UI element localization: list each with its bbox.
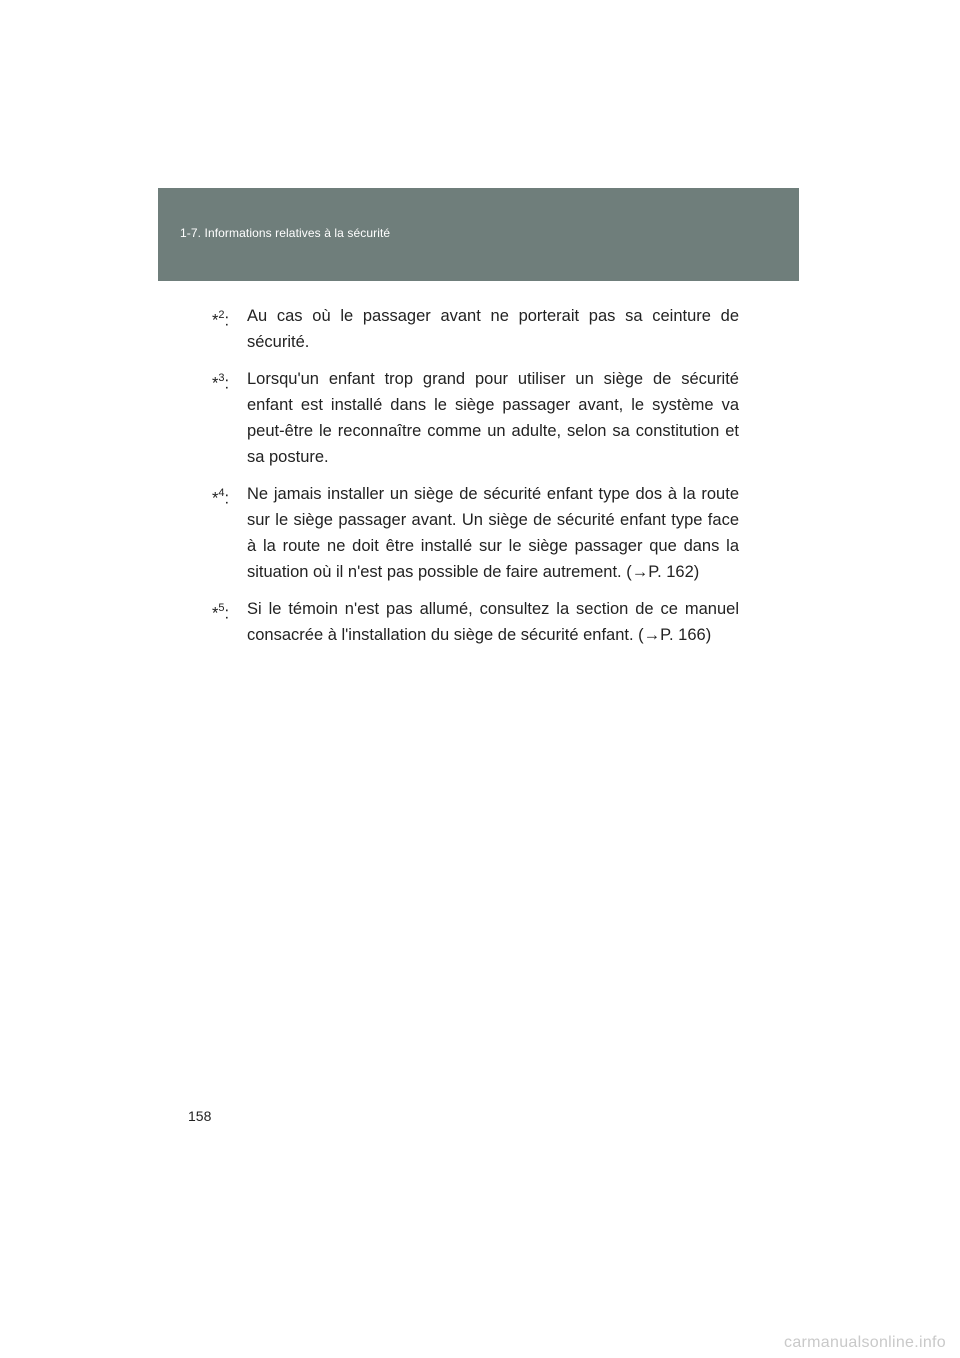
footnote-5: [212, 596, 739, 648]
footnote-text: Si le témoin n'est pas allumé, consultez la section de ce manuel consacrée à l'installation du siège de sécurité enfant. (→P. 166): [247, 600, 739, 644]
footnote-number: 3: [218, 372, 225, 384]
footnote-marker: [212, 596, 229, 627]
section-header-band: [158, 188, 799, 281]
colon: :: [224, 604, 230, 623]
footnote-marker: [212, 481, 229, 512]
footnotes-list: [212, 303, 739, 659]
footnote-3: [212, 366, 739, 470]
colon: :: [224, 489, 230, 508]
footnote-text: Lorsqu'un enfant trop grand pour utiliser un siège de sécurité enfant est installé dans le siège passager avant, le système va peut-être le reconnaître comme un adulte, selon sa constitution et sa posture.: [247, 370, 739, 466]
footnote-number: 2: [218, 309, 225, 321]
footnote-marker: [212, 303, 229, 334]
colon: :: [224, 374, 230, 393]
footnote-number: 5: [218, 602, 225, 614]
section-title: 1-7. Informations relatives à la sécurité: [180, 226, 391, 240]
footnote-4: [212, 481, 739, 585]
footnote-marker: [212, 366, 229, 397]
watermark: carmanualsonline.info: [784, 1334, 946, 1351]
page-number: 158: [188, 1108, 212, 1124]
asterisk: *: [212, 489, 219, 508]
asterisk: *: [212, 604, 219, 623]
footnote-text: Au cas où le passager avant ne porterait pas sa ceinture de sécurité.: [247, 307, 739, 351]
asterisk: *: [212, 311, 219, 330]
footnote-text: Ne jamais installer un siège de sécurité enfant type dos à la route sur le siège passager avant. Un siège de sécurité enfant type face à la route ne doit être installé sur le siège passager que dans la situation où il n'est pas possible de faire autrement. (→P. 162): [247, 485, 739, 581]
colon: :: [224, 311, 230, 330]
asterisk: *: [212, 374, 219, 393]
footnote-2: [212, 303, 739, 355]
footnote-number: 4: [218, 487, 225, 499]
